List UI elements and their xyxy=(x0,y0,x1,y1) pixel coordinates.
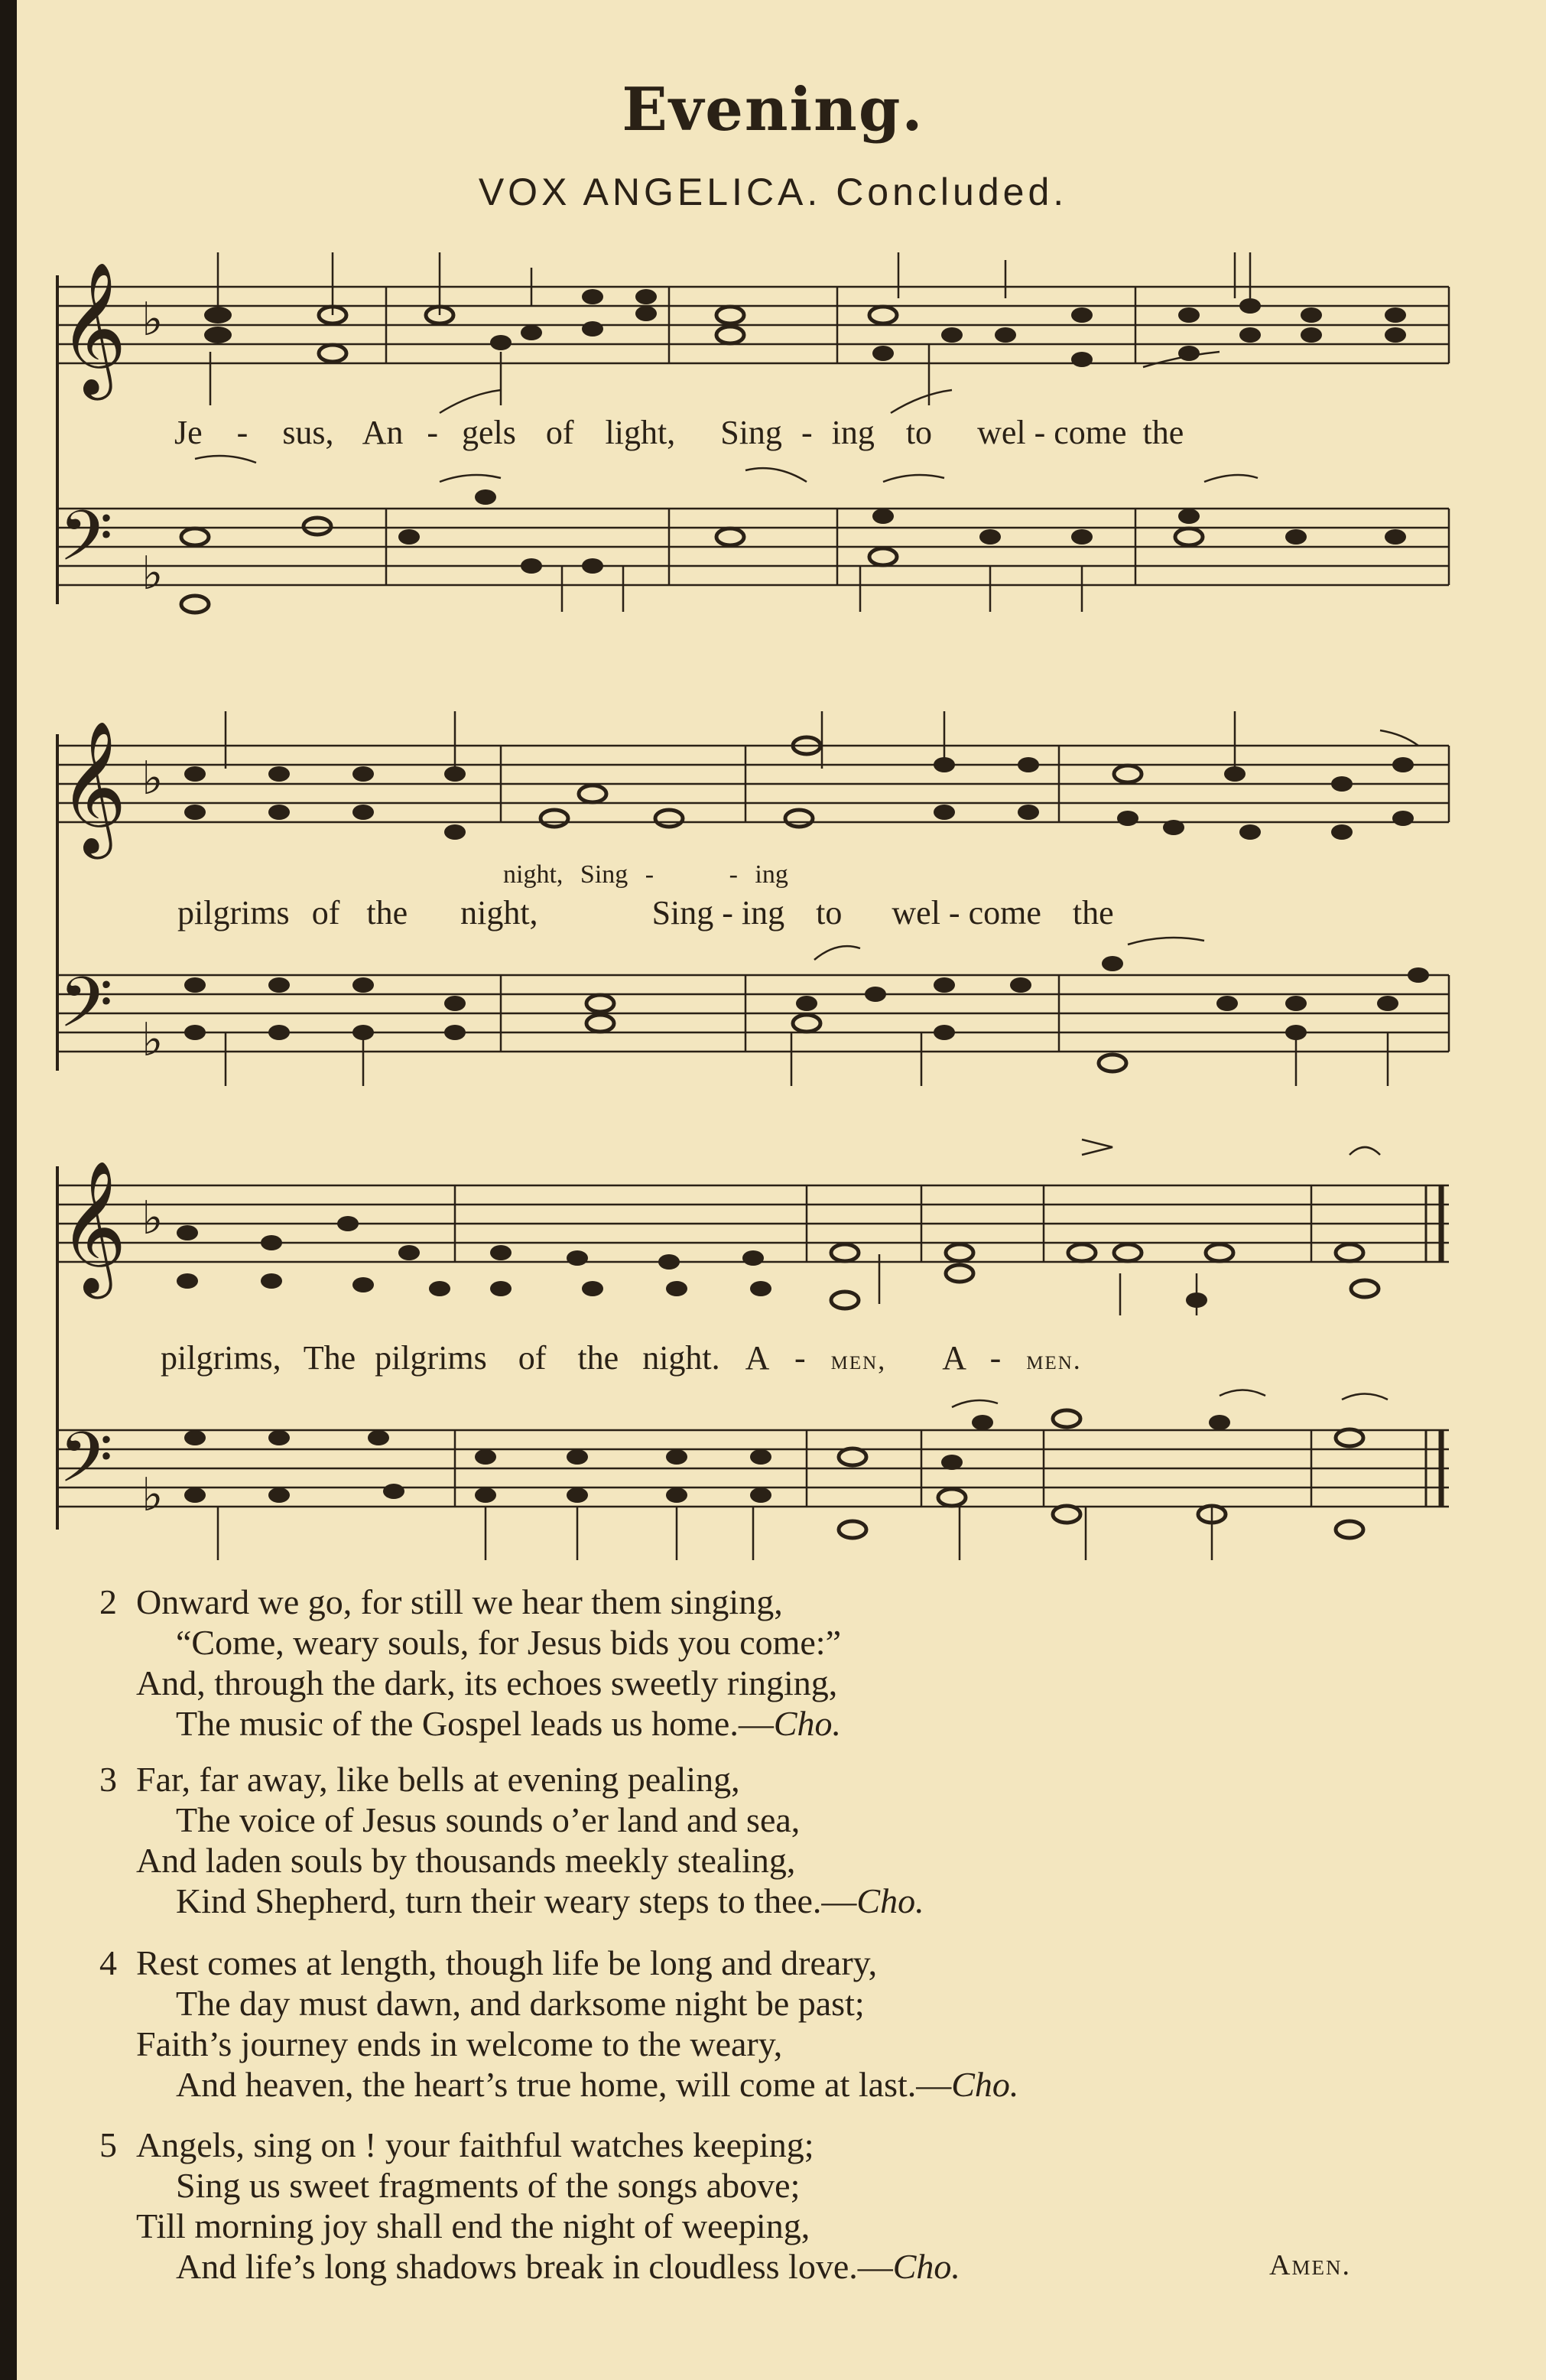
svg-text:𝄢: 𝄢 xyxy=(59,1417,113,1515)
stanza-2: 2 Onward we go, for still we hear them singing, “Come, weary souls, for Jesus bids you come:” And, through the dark, its echoes sweetly ringing, The music of the Gospel leads us home.—Cho. xyxy=(99,1582,842,1743)
lyric-line-3: pilgrims, The pilgrims of the night. A - men, A - men. xyxy=(161,1339,1082,1377)
page-title: Evening. xyxy=(622,75,924,145)
svg-text:♭: ♭ xyxy=(141,1013,164,1067)
stanza-5: 5 Angels, sing on ! your faithful watches keeping; Sing us sweet fragments of the songs above; Till morning joy shall end the night of weeping, And life’s long shadows break in cloudless love.—Cho. xyxy=(99,2125,960,2286)
svg-text:𝄞: 𝄞 xyxy=(59,262,127,395)
svg-text:𝄞: 𝄞 xyxy=(59,720,127,853)
svg-text:♭: ♭ xyxy=(141,547,164,600)
lyric-line-2: pilgrims of the night, Sing - ing to wel - come the xyxy=(177,894,1114,932)
lyric-line-2-upper: night, Sing - - ing xyxy=(503,860,788,889)
svg-text:𝄞: 𝄞 xyxy=(59,1160,127,1293)
svg-text:♭: ♭ xyxy=(141,1192,164,1245)
svg-text:♭: ♭ xyxy=(141,752,164,805)
svg-text:♭: ♭ xyxy=(141,293,164,346)
stanza-4: 4 Rest comes at length, though life be long and dreary, The day must dawn, and darksome night be past; Faith’s journey ends in welcome to the weary, And heaven, the heart’s true home, will come at last.—Cho. xyxy=(99,1943,1019,2104)
page-edge xyxy=(0,0,17,2380)
lyric-line-1: Je - sus, An - gels of light, Sing - ing to wel - come the xyxy=(174,414,1184,451)
hymn-subtitle: VOX ANGELICA. Concluded. xyxy=(478,171,1068,213)
svg-text:♭: ♭ xyxy=(141,1468,164,1522)
stanza-3: 3 Far, far away, like bells at evening pealing, The voice of Jesus sounds o’er land and sea, And laden souls by thousands meekly stealing, Kind Shepherd, turn their weary steps to thee.—Cho. xyxy=(99,1760,924,1920)
svg-text:𝄢: 𝄢 xyxy=(59,962,113,1060)
svg-text:𝄢: 𝄢 xyxy=(59,496,113,593)
closing-amen: Amen. xyxy=(1269,2249,1351,2281)
